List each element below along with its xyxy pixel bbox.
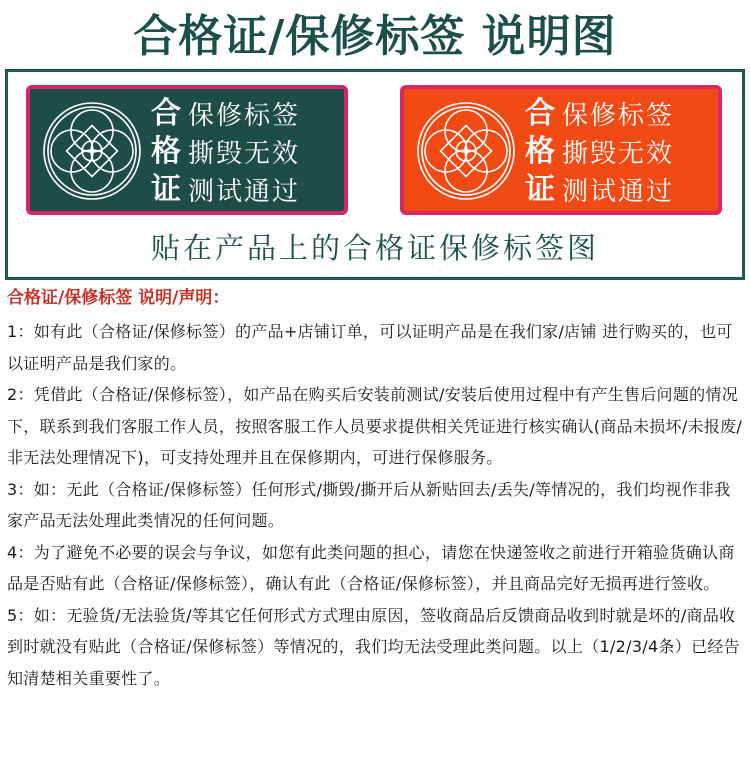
statement-paragraph: 3：如：无此（合格证/保修标签）任何形式/撕毁/撕开后从新贴回去/丢失/等情况的，我们均视作非我家产品无法处理此类情况的任何问题。 xyxy=(7,479,731,530)
seal-emblem-icon xyxy=(38,99,146,203)
showcase-caption: 贴在产品上的合格证保修标签图 xyxy=(150,231,599,265)
char-he: 合 xyxy=(151,96,181,131)
label-showcase xyxy=(5,69,745,280)
certificate-big-chars xyxy=(146,95,186,209)
statement-paragraph: 4：为了避免不必要的误会与争议，如您有此类问题的担心，请您在快递签收之前进行开箱验货确认商品是否贴有此（合格证/保修标签），确认有此（合格证/保修标签），并且商品完好无损再进行签收。 xyxy=(7,542,735,593)
certificate-big-chars xyxy=(520,95,560,209)
warranty-label-orange xyxy=(400,85,722,215)
statement-section xyxy=(7,284,745,694)
label-line-void: 撕毁无效 xyxy=(562,139,675,169)
warranty-label-green xyxy=(26,85,348,215)
statement-heading: 合格证/保修标签 说明/声明： xyxy=(7,288,230,308)
label-line-warranty: 保修标签 xyxy=(562,101,675,131)
char-zheng: 证 xyxy=(151,172,181,207)
char-ge: 格 xyxy=(525,134,555,169)
char-zheng: 证 xyxy=(525,172,555,207)
label-text-lines xyxy=(188,97,348,211)
page-title: 合格证/保修标签 说明图 xyxy=(133,11,617,62)
label-line-warranty: 保修标签 xyxy=(188,101,301,131)
statement-paragraph: 1：如有此（合格证/保修标签）的产品+店铺订单，可以证明产品是在我们家/店铺 进行购买的，也可以证明产品是我们家的。 xyxy=(7,322,733,373)
label-line-tested: 测试通过 xyxy=(562,177,675,207)
char-he: 合 xyxy=(525,96,555,131)
label-text-lines xyxy=(562,97,722,211)
label-line-void: 撕毁无效 xyxy=(188,139,301,169)
statement-paragraph: 5：如：无验货/无法验货/等其它任何形式方式理由原因，签收商品后反馈商品收到时就是坏的/商品收到时就没有贴此（合格证/保修标签）等情况的，我们均无法受理此类问题。以上（1/2/3/4条）已经告知清楚相关重要性了。 xyxy=(7,605,740,688)
statement-paragraph: 2：凭借此（合格证/保修标签），如产品在购买后安装前测试/安装后使用过程中有产生售后问题的情况下，联系到我们客服工作人员，按照客服工作人员要求提供相关凭证进行核实确认(商品未损坏/未报废/非无法处理情况下)，可支持处理并且在保修期内，可进行保修服务。 xyxy=(7,385,743,467)
seal-emblem-icon xyxy=(412,99,520,203)
char-ge: 格 xyxy=(151,134,181,169)
label-line-tested: 测试通过 xyxy=(188,177,301,207)
